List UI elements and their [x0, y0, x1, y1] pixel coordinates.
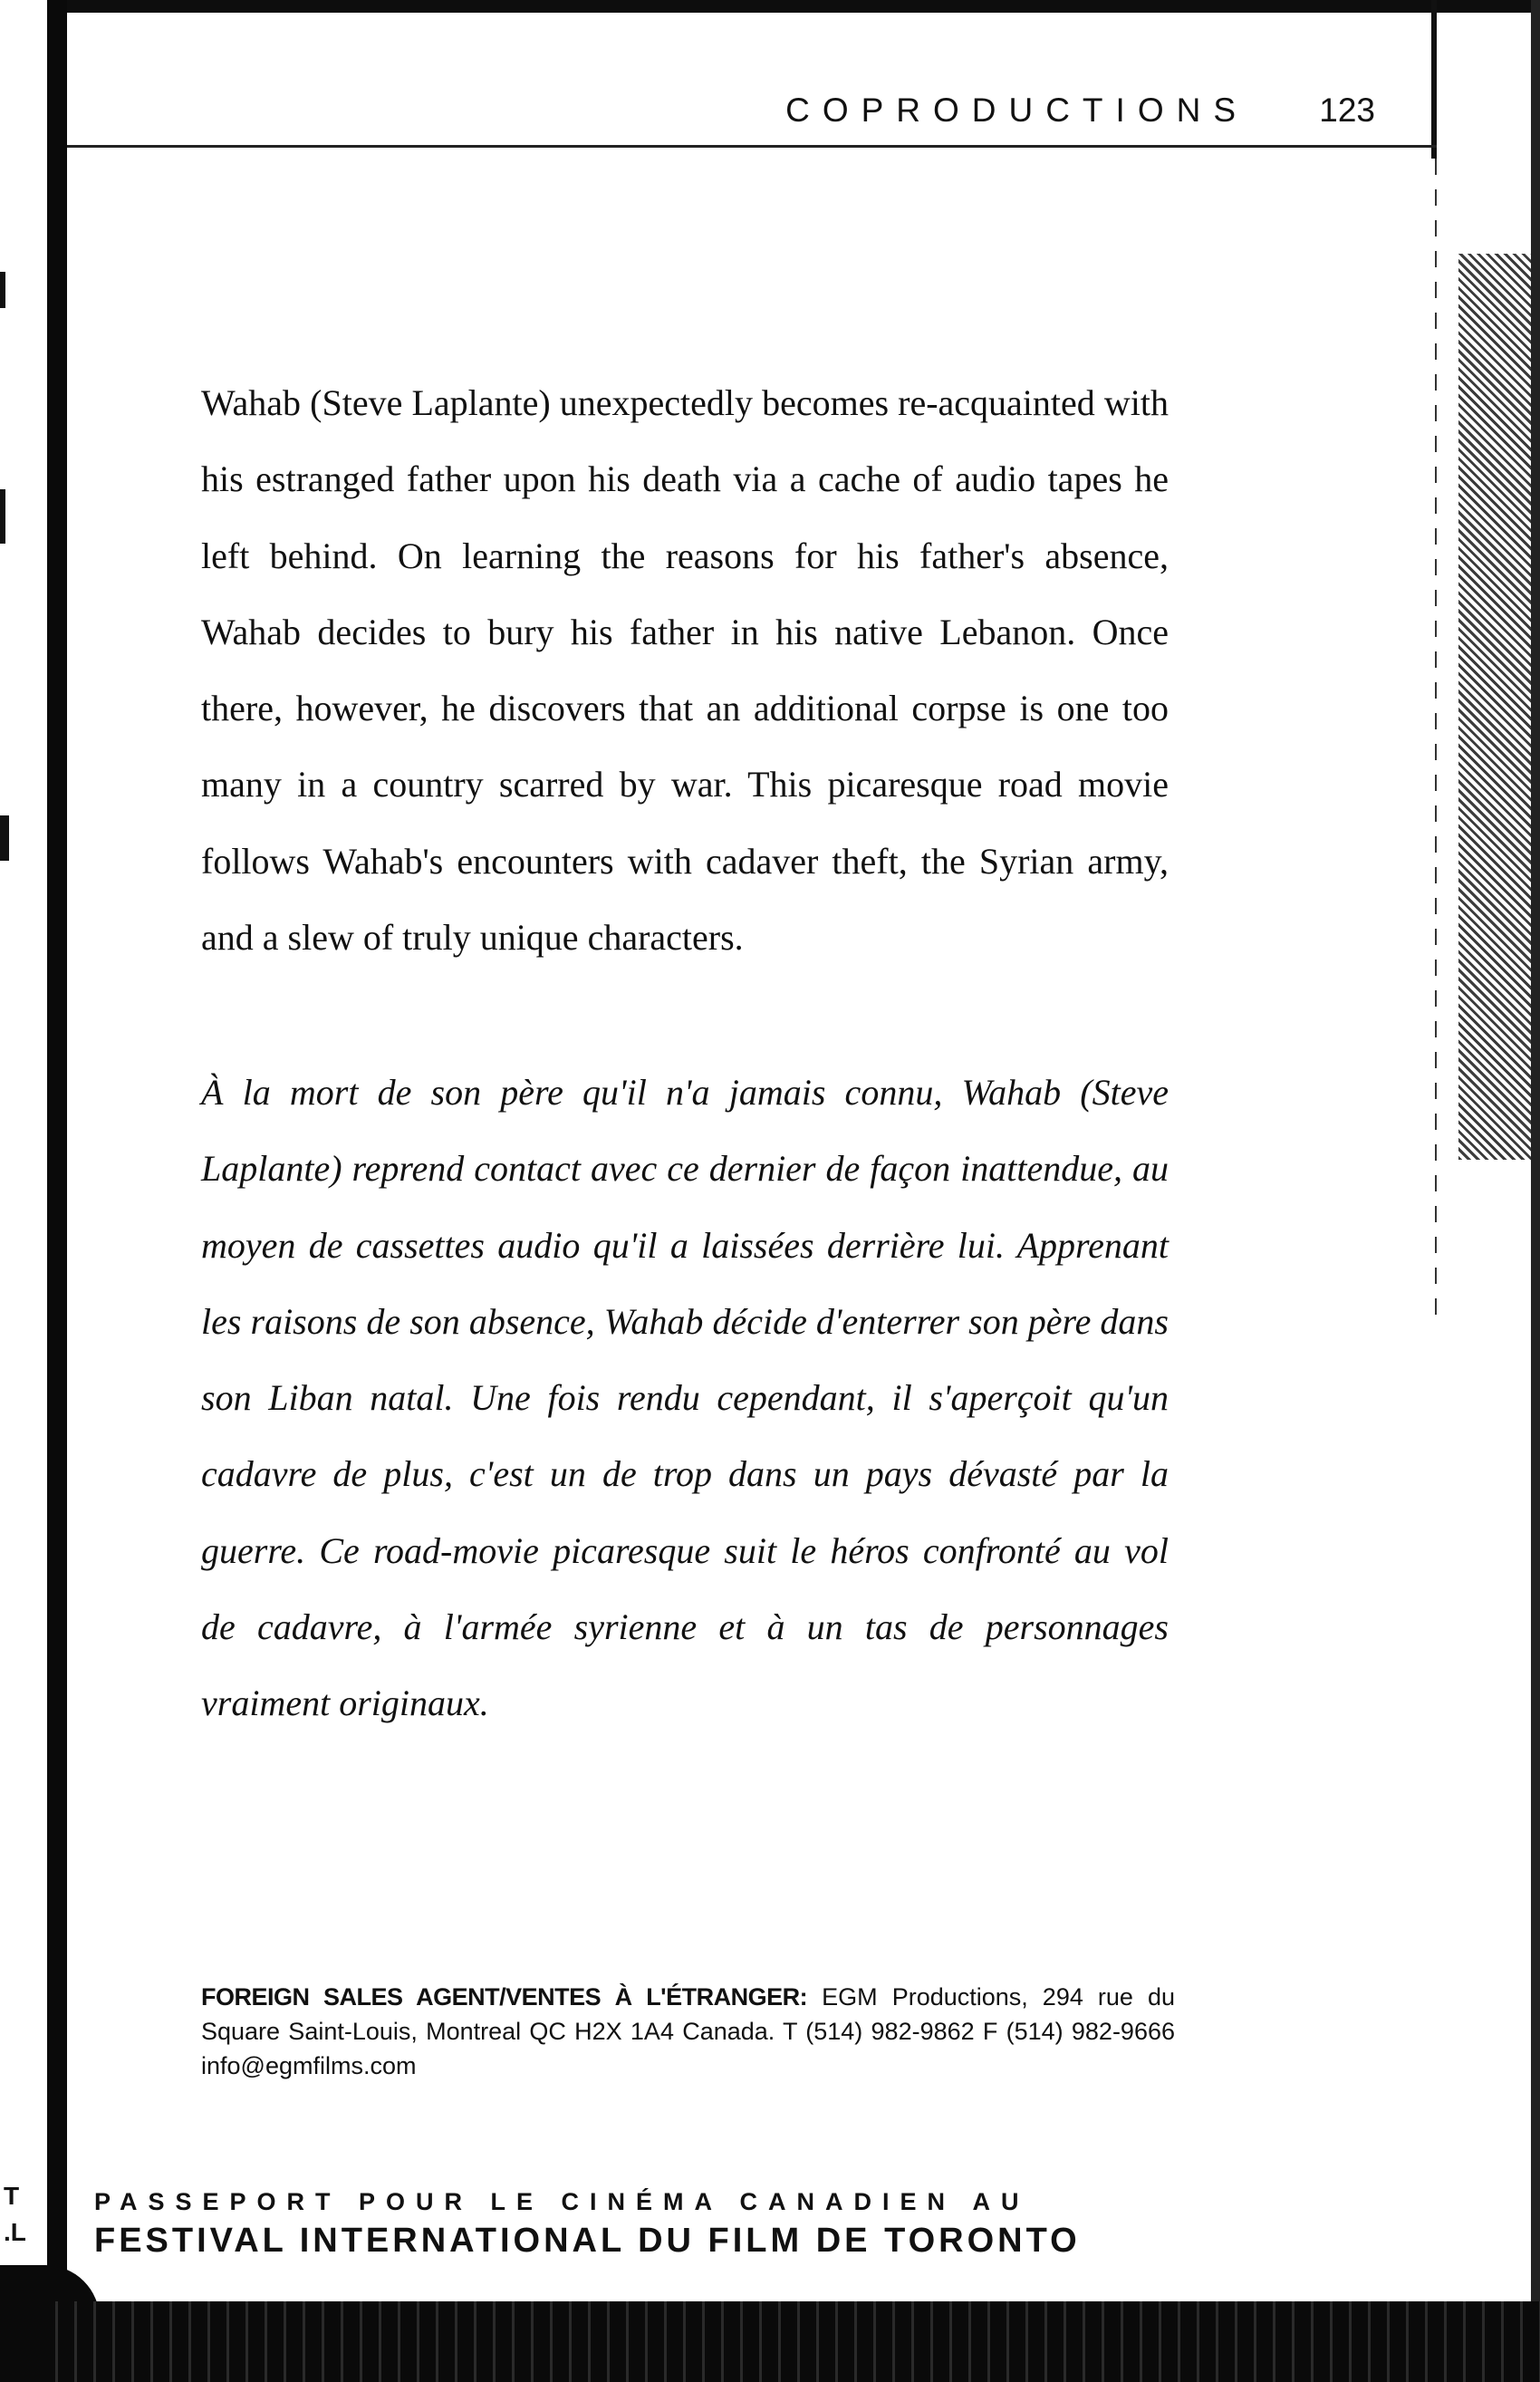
- scan-book-spine: [47, 0, 67, 2382]
- header-rule: [67, 145, 1437, 148]
- scan-fragment: [0, 489, 5, 544]
- footer-banner: [94, 2184, 1181, 2261]
- running-header: [0, 86, 1375, 140]
- sales-agent-label: FOREIGN SALES AGENT/VENTES À L'ÉTRANGER:: [201, 1983, 808, 2011]
- footer-line-2: FESTIVAL INTERNATIONAL DU FILM DE TORONTO: [94, 2222, 1081, 2260]
- margin-mark: T: [4, 2182, 20, 2210]
- page-number: 123: [1319, 92, 1375, 129]
- sales-agent-block: [201, 1980, 1175, 2083]
- scan-right-edge: [1531, 0, 1540, 2382]
- footer-line-1: PASSEPORT POUR LE CINÉMA CANADIEN AU: [94, 2188, 1030, 2215]
- synopsis-french: À la mort de son père qu'il n'a jamais connu, Wahab (Steve Laplante) reprend contact avec ce dernier de façon inattendue, au moyen de cassettes audio qu'il a laissées derrière lui. Apprenant les raisons de son absence, Wahab décide d'enterrer son père dans son Liban natal. Une fois rendu cependant, il s'aperçoit qu'un cadavre de plus, c'est un de trop dans un pays dévasté par la guerre. Ce road-movie picaresque suit le héros confronté au vol de cadavre, à l'armée syrienne et à un tas de personnages vraiment originaux.: [201, 1072, 1169, 1724]
- sales-agent-details: EGM Productions, 294 rue du Square Saint-Louis, Montreal QC H2X 1A4 Canada. T (514) 982-9862 F (514) 982-9666 info@egmfilms.com: [201, 1983, 1175, 2079]
- scan-bottom-edge: [47, 2301, 1540, 2382]
- scan-fragment: [0, 272, 5, 308]
- section-title: COPRODUCTIONS: [785, 92, 1248, 129]
- margin-mark: .L: [4, 2218, 26, 2246]
- scan-right-noise: [1458, 254, 1540, 1160]
- scan-fragment: [0, 815, 9, 861]
- scan-top-edge: [0, 0, 1540, 13]
- synopsis-english: Wahab (Steve Laplante) unexpectedly becomes re-acquainted with his estranged father upon his death via a cache of audio tapes he left behind. On learning the reasons for his father's absence, Wahab decides to bury his father in his native Lebanon. Once there, however, he discovers that an additional corpse is one too many in a country scarred by war. This picaresque road movie follows Wahab's encounters with cadaver theft, the Syrian army, and a slew of truly unique characters.: [201, 382, 1169, 959]
- scan-right-dashes: [1435, 159, 1437, 1318]
- scan-right-border: [1431, 0, 1437, 159]
